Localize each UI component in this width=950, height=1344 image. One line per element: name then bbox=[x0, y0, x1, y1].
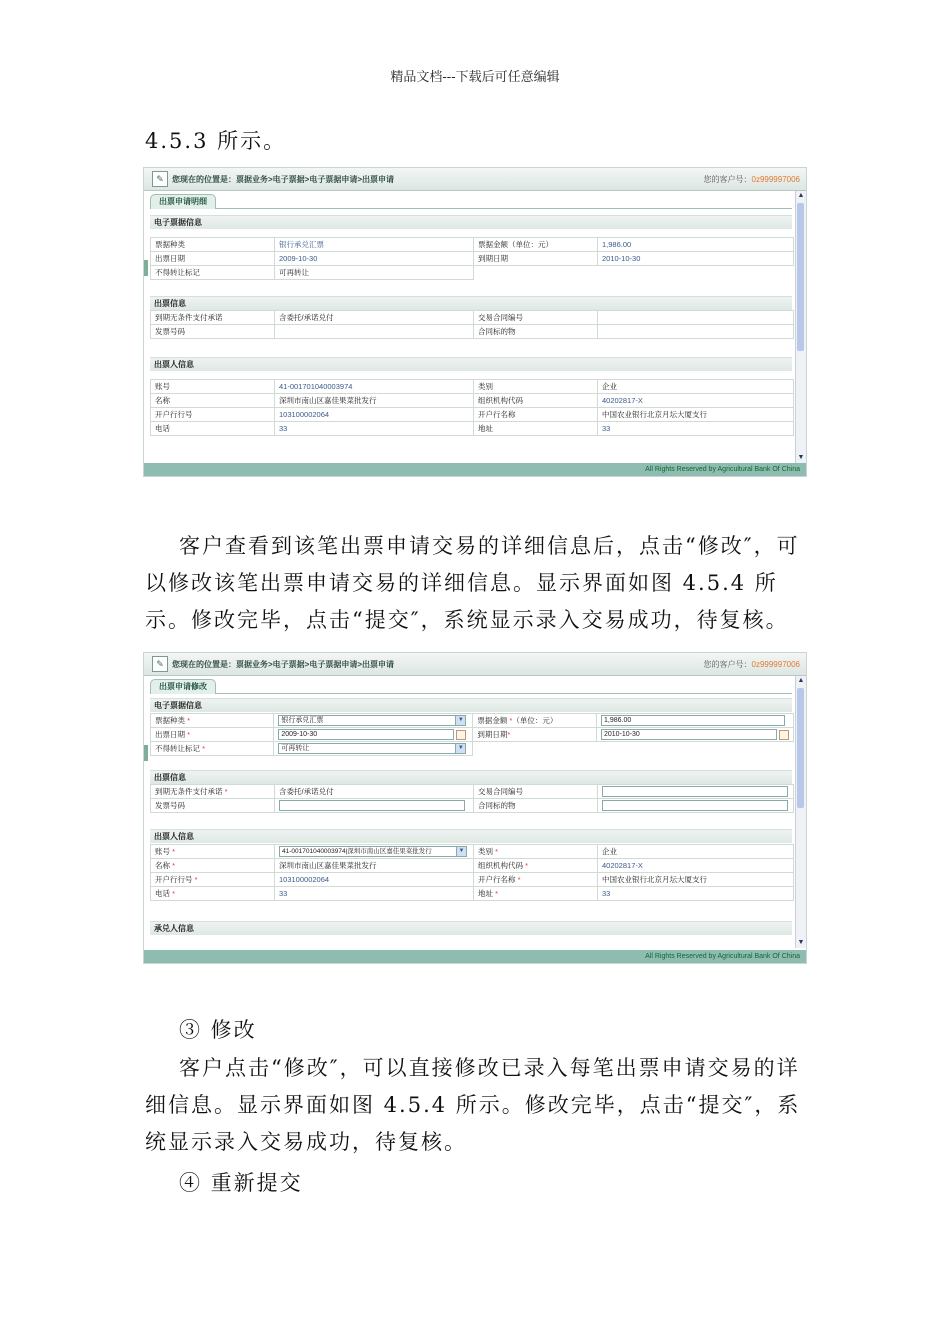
scroll-down-icon[interactable]: ▼ bbox=[797, 454, 805, 461]
step4-title: ④ 重新提交 bbox=[179, 1171, 303, 1195]
chevron-down-icon[interactable]: ▼ bbox=[455, 715, 466, 726]
page-header: 精品文档---下载后可任意编辑 bbox=[390, 70, 560, 85]
bill-edit-table: 票据种类 * 银行承兑汇票 ▼ 票据金额 *（单位：元） 1,986.00 出票日期 * 2009-10-30 到期日期* 2010-10-30 不得转让标记 * 可再转让 ▼ bbox=[150, 713, 794, 756]
drawer-edit-table: 账号 * 41-001701040003974|深圳市南山区嘉佳果菜批发行 ▼ 类别 * 企业 名称 * 深圳市南山区嘉佳果菜批发行 组织机构代码 * 40202817-X 开户行行号 * 103100002064 开户行名称 * 中国农业银行北京月坛大厦支行 电话 * 33 地址 * 33 bbox=[150, 844, 794, 901]
invoice-no-input[interactable] bbox=[279, 800, 465, 811]
edit-icon: ✎ bbox=[152, 656, 168, 672]
due-date-input[interactable]: 2010-10-30 bbox=[601, 729, 777, 740]
issue-date-input[interactable]: 2009-10-30 bbox=[278, 729, 454, 740]
vertical-scrollbar[interactable] bbox=[795, 191, 806, 463]
section-bill-info: 电子票据信息 bbox=[150, 215, 792, 229]
breadcrumb: 您现在的位置是：票据业务>电子票据>电子票据申请>出票申请 bbox=[172, 659, 395, 669]
section-drawer-info: 出票人信息 bbox=[150, 829, 792, 843]
scroll-down-icon[interactable]: ▼ bbox=[797, 939, 805, 946]
amount-input[interactable]: 1,986.00 bbox=[601, 715, 785, 726]
account-select[interactable]: 41-001701040003974|深圳市南山区嘉佳果菜批发行 bbox=[279, 846, 457, 857]
transfer-mark-select[interactable]: 可再转让 bbox=[278, 743, 456, 754]
drawer-info-table: 账号 41-001701040003974 类别 企业 名称 深圳市南山区嘉佳果菜批发行 组织机构代码 40202817-X 开户行行号 103100002064 开户行名称 中国农业银行北京月坛大厦支行 电话 33 地址 33 bbox=[150, 379, 794, 436]
scroll-up-icon[interactable]: ▲ bbox=[797, 677, 805, 684]
calendar-icon[interactable] bbox=[779, 730, 789, 740]
contract-no-input[interactable] bbox=[602, 786, 788, 797]
customer-number: 您的客户号：0z999997006 bbox=[703, 174, 800, 184]
location-bar bbox=[144, 653, 806, 676]
bill-info-table: 票据种类 银行承兑汇票 票据金额（单位：元） 1,986.00 出票日期 2009-10-30 到期日期 2010-10-30 不得转让标记 可再转让 bbox=[150, 237, 794, 280]
paragraph-view-detail: 客户查看到该笔出票申请交易的详细信息后，点击“修改″，可以修改该笔出票申请交易的详细信息。显示界面如图 4.5.4 所示。修改完毕，点击“提交″，系统显示录入交易成功，待复核。 bbox=[145, 534, 800, 632]
section-acceptor-info: 承兑人信息 bbox=[150, 921, 792, 935]
customer-number: 您的客户号：0z999997006 bbox=[703, 659, 800, 669]
tab-bill-edit[interactable]: 出票申请修改 bbox=[150, 679, 216, 694]
chevron-down-icon[interactable]: ▼ bbox=[456, 846, 467, 857]
tab-bill-detail[interactable]: 出票申请明细 bbox=[150, 194, 216, 209]
issue-edit-table: 到期无条件支付承诺 * 含委托/承诺兑付 交易合同编号 发票号码 合同标的物 bbox=[150, 784, 794, 813]
bill-edit-screenshot bbox=[143, 652, 807, 964]
calendar-icon[interactable] bbox=[456, 730, 466, 740]
section-issue-info: 出票信息 bbox=[150, 770, 792, 784]
vertical-scrollbar[interactable] bbox=[795, 676, 806, 948]
section-issue-info: 出票信息 bbox=[150, 296, 792, 310]
issue-info-table: 到期无条件支付承诺 含委托/承诺兑付 交易合同编号 发票号码 合同标的物 bbox=[150, 310, 794, 339]
scroll-up-icon[interactable]: ▲ bbox=[797, 192, 805, 199]
paragraph-modify: 客户点击“修改″，可以直接修改已录入每笔出票申请交易的详细信息。显示界面如图 4.5.4 所示。修改完毕，点击“提交″，系统显示录入交易成功，待复核。 bbox=[145, 1056, 801, 1154]
location-bar bbox=[144, 168, 806, 191]
step3-title: ③ 修改 bbox=[179, 1018, 257, 1042]
figure-reference: 4.5.3 所示。 bbox=[145, 129, 287, 153]
chevron-down-icon[interactable]: ▼ bbox=[455, 743, 466, 754]
section-bill-info: 电子票据信息 bbox=[150, 698, 792, 712]
edit-icon: ✎ bbox=[152, 171, 168, 187]
copyright-footer: All Rights Reserved by Agricultural Bank Of China bbox=[144, 950, 806, 963]
bill-detail-screenshot bbox=[143, 167, 807, 477]
breadcrumb: 您现在的位置是：票据业务>电子票据>电子票据申请>出票申请 bbox=[172, 174, 395, 184]
contract-subject-input[interactable] bbox=[602, 800, 788, 811]
copyright-footer: All Rights Reserved by Agricultural Bank Of China bbox=[144, 463, 806, 476]
section-drawer-info: 出票人信息 bbox=[150, 357, 792, 371]
bill-type-select[interactable]: 银行承兑汇票 bbox=[278, 715, 456, 726]
